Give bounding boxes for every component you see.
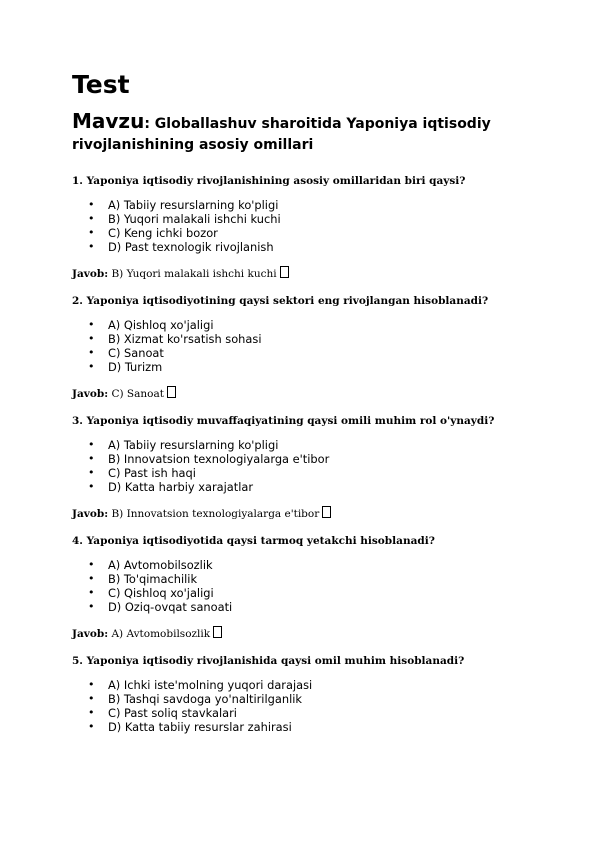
option-item (72, 480, 532, 494)
bullet-icon: • (88, 360, 95, 373)
option-text: D) Katta tabiiy resurslar zahirasi (108, 720, 292, 734)
option-item (72, 346, 532, 360)
option-text: A) Ichki iste'molning yuqori darajasi (108, 678, 313, 692)
answer-label: Javob: (72, 508, 109, 520)
option-item (72, 558, 532, 572)
option-text: B) Innovatsion texnologiyalarga e'tibor (108, 452, 330, 466)
option-text: A) Qishloq xo'jaligi (108, 318, 214, 332)
question-text: 1. Yaponiya iqtisodiy rivojlanishining asosiy omillaridan biri qaysi? (72, 175, 466, 187)
checkmark-box-icon (167, 386, 176, 398)
bullet-icon: • (88, 706, 95, 719)
question-block (72, 534, 532, 641)
subject-label: Mavzu (72, 109, 145, 133)
option-item (72, 332, 532, 346)
option-item (72, 438, 532, 452)
bullet-icon: • (88, 240, 95, 253)
bullet-icon: • (88, 558, 95, 571)
option-item (72, 706, 532, 720)
question-text: 2. Yaponiya iqtisodiyotining qaysi sektori eng rivojlangan hisoblanadi? (72, 295, 489, 307)
checkmark-box-icon (213, 626, 222, 638)
bullet-icon: • (88, 318, 95, 331)
bullet-icon: • (88, 678, 95, 691)
option-text: D) Katta harbiy xarajatlar (108, 480, 254, 494)
option-text: D) Turizm (108, 360, 163, 374)
bullet-icon: • (88, 586, 95, 599)
option-text: A) Tabiiy resurslarning ko'pligi (108, 198, 279, 212)
option-item (72, 212, 532, 226)
question-text: 4. Yaponiya iqtisodiyotida qaysi tarmoq yetakchi hisoblanadi? (72, 535, 435, 547)
answer-label: Javob: (72, 388, 109, 400)
subject-heading (72, 111, 532, 156)
answer-value: B) Innovatsion texnologiyalarga e'tibor (111, 508, 320, 520)
option-text: C) Past soliq stavkalari (108, 706, 237, 720)
answer-line (72, 386, 532, 401)
question-block (72, 654, 532, 734)
option-text: C) Past ish haqi (108, 466, 196, 480)
option-item (72, 678, 532, 692)
document-page (72, 70, 532, 747)
question-text: 3. Yaponiya iqtisodiy muvaffaqiyatining qaysi omili muhim rol o'ynaydi? (72, 415, 495, 427)
answer-line (72, 506, 532, 521)
question-block (72, 174, 532, 281)
question-list (72, 174, 532, 734)
option-item (72, 360, 532, 374)
bullet-icon: • (88, 600, 95, 613)
answer-line (72, 266, 532, 281)
option-text: A) Tabiiy resurslarning ko'pligi (108, 438, 279, 452)
option-item (72, 720, 532, 734)
option-item (72, 600, 532, 614)
checkmark-box-icon (322, 506, 331, 518)
bullet-icon: • (88, 692, 95, 705)
option-list (72, 318, 532, 374)
option-text: D) Oziq-ovqat sanoati (108, 600, 233, 614)
bullet-icon: • (88, 720, 95, 733)
option-item (72, 586, 532, 600)
bullet-icon: • (88, 480, 95, 493)
option-list (72, 558, 532, 614)
option-text: A) Avtomobilsozlik (108, 558, 213, 572)
option-text: C) Keng ichki bozor (108, 226, 218, 240)
bullet-icon: • (88, 226, 95, 239)
answer-value: A) Avtomobilsozlik (111, 628, 211, 640)
option-list (72, 438, 532, 494)
option-item (72, 692, 532, 706)
bullet-icon: • (88, 438, 95, 451)
question-block (72, 414, 532, 521)
document-title: Test (72, 70, 130, 99)
option-text: C) Sanoat (108, 346, 164, 360)
bullet-icon: • (88, 212, 95, 225)
option-text: B) Yuqori malakali ishchi kuchi (108, 212, 281, 226)
option-item (72, 466, 532, 480)
option-item (72, 572, 532, 586)
option-list (72, 198, 532, 254)
option-text: B) Xizmat ko'rsatish sohasi (108, 332, 262, 346)
bullet-icon: • (88, 572, 95, 585)
option-text: D) Past texnologik rivojlanish (108, 240, 274, 254)
question-text: 5. Yaponiya iqtisodiy rivojlanishida qaysi omil muhim hisoblanadi? (72, 655, 465, 667)
option-list (72, 678, 532, 734)
checkmark-box-icon (280, 266, 289, 278)
option-item (72, 226, 532, 240)
answer-label: Javob: (72, 628, 109, 640)
bullet-icon: • (88, 452, 95, 465)
option-text: B) To'qimachilik (108, 572, 198, 586)
question-block (72, 294, 532, 401)
subject-text: : Globallashuv sharoitida Yaponiya iqtisodiy rivojlanishining asosiy omillari (72, 116, 491, 153)
option-item (72, 198, 532, 212)
answer-line (72, 626, 532, 641)
answer-value: B) Yuqori malakali ishchi kuchi (111, 268, 277, 280)
bullet-icon: • (88, 466, 95, 479)
bullet-icon: • (88, 198, 95, 211)
answer-label: Javob: (72, 268, 109, 280)
option-item (72, 240, 532, 254)
bullet-icon: • (88, 346, 95, 359)
answer-value: C) Sanoat (111, 388, 164, 400)
option-text: B) Tashqi savdoga yo'naltirilganlik (108, 692, 302, 706)
option-item (72, 452, 532, 466)
option-item (72, 318, 532, 332)
option-text: C) Qishloq xo'jaligi (108, 586, 214, 600)
bullet-icon: • (88, 332, 95, 345)
